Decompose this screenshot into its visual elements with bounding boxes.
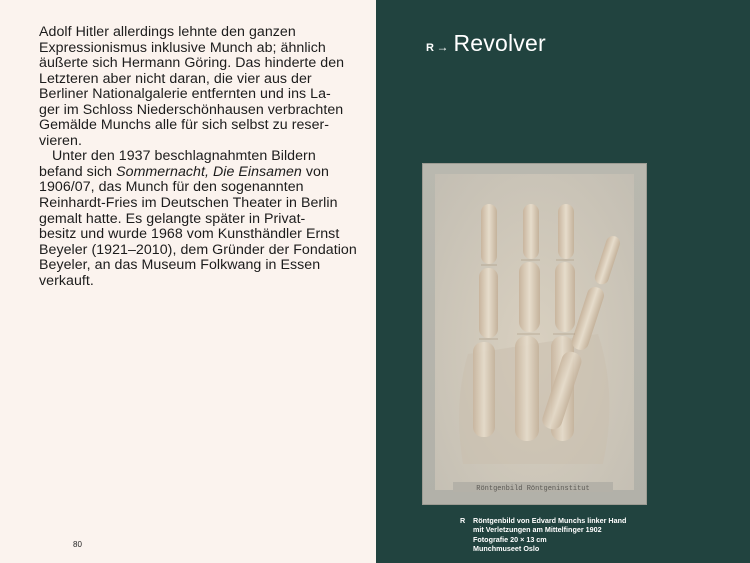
text-line: Gemälde Munchs alle für sich selbst zu reser- — [39, 117, 330, 134]
hand-xray-image — [423, 164, 646, 504]
text-line: verkauft. — [39, 272, 94, 289]
text-line: Unter den 1937 beschlagnahmten Bildern — [52, 148, 316, 165]
body-text — [39, 25, 369, 289]
text-line: Letzteren aber nicht daran, die vier aus der — [39, 70, 312, 87]
text-line: 1906/07, das Munch für den sogenannten — [39, 179, 304, 196]
caption-line: Munchmuseet Oslo — [473, 543, 540, 553]
text-line: Berliner Nationalgalerie entfernten und ins La- — [39, 86, 331, 103]
text-line-with-title — [39, 165, 369, 181]
text-line: Beyeler, an das Museum Folkwang in Essen — [39, 257, 321, 274]
text-line: Reinhardt-Fries im Deutschen Theater in Berlin — [39, 195, 338, 212]
heading-marker: R — [426, 42, 435, 54]
arrow-right-icon: → — [436, 40, 449, 54]
text-line: vieren. — [39, 132, 82, 149]
heading-title: Revolver — [453, 30, 546, 56]
section-heading — [426, 30, 546, 57]
xray-photograph — [423, 164, 646, 504]
caption-marker: R — [460, 516, 466, 525]
text-fragment: befand sich — [39, 163, 117, 180]
text-line: besitz und wurde 1968 vom Kunsthändler Ernst — [39, 226, 340, 243]
photo-inscription: Röntgenbild Röntgeninstitut — [476, 485, 590, 493]
text-line: Expressionismus inklusive Munch ab; ähnlich — [39, 39, 326, 56]
page-number: 80 — [73, 540, 82, 549]
caption-line: Röntgenbild von Edvard Munchs linker Hand — [473, 516, 627, 525]
text-line: ger im Schloss Niederschönhausen verbrachten — [39, 101, 344, 118]
text-line: Beyeler (1921–2010), dem Gründer der Fondation — [39, 241, 357, 258]
caption-lines — [473, 516, 653, 553]
caption-line: Fotografie 20 × 13 cm — [473, 534, 547, 544]
caption-line: mit Verletzungen am Mittelfinger 1902 — [473, 525, 602, 535]
text-fragment: von — [301, 163, 329, 180]
artwork-title: Sommernacht, Die Einsamen — [116, 163, 302, 180]
text-line: gemalt hatte. Es gelangte später in Privat- — [39, 210, 306, 227]
text-line: Adolf Hitler allerdings lehnte den ganzen — [39, 24, 296, 40]
text-line: äußerte sich Hermann Göring. Das hinderte den — [39, 55, 345, 72]
